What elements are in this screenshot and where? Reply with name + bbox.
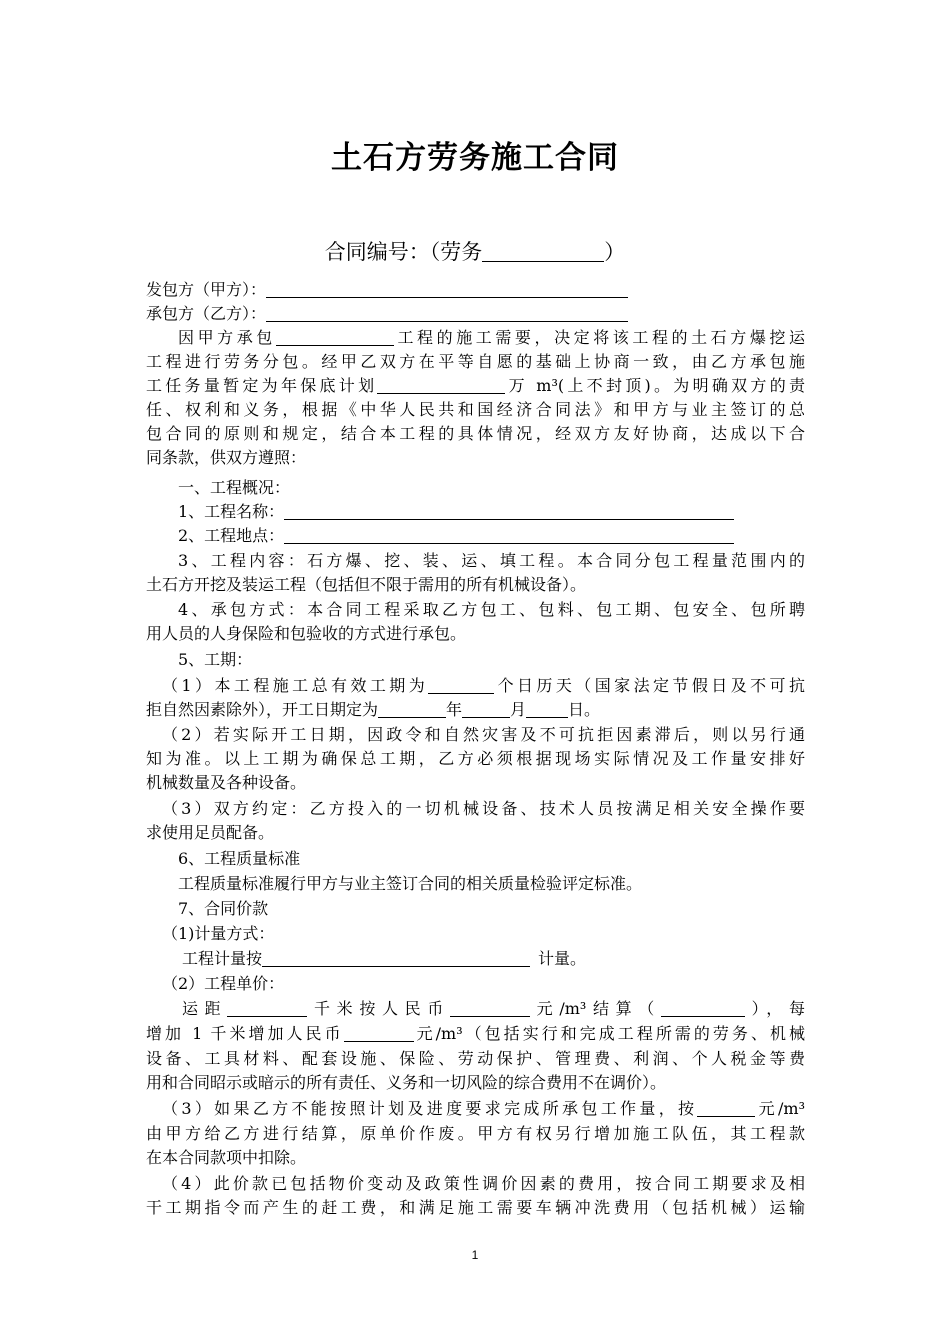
quality-text: 工程质量标准履行甲方与业主签订合同的相关质量检验评定标准。 [178,874,643,893]
measure-line [182,947,586,971]
intro-line-5: 包合同的原则和规定，结合本工程的具体情况，经双方友好协商，达成以下合 [146,424,805,443]
party-b-blank[interactable] [266,303,628,322]
penalty-price-blank[interactable] [697,1098,755,1117]
contract-number-blank[interactable] [482,243,604,262]
page-number: 1 [471,1248,479,1262]
price-heading: 7、合同价款 [178,899,269,918]
period-1-line-2 [146,698,600,722]
contract-number [0,236,950,266]
document-title: 土石方劳务施工合同 [331,140,619,176]
day-label: 日。 [568,700,601,719]
unit-price-line-4: 用和合同昭示或暗示的所有责任、义务和一切风险的综合费用不在调价）。 [146,1073,667,1092]
project-place-blank[interactable] [284,525,734,544]
clause-3-line-1 [162,1097,805,1121]
day-blank[interactable] [526,699,568,718]
unit-text: 千米按人民币 [307,999,450,1018]
party-a-label: 发包方（甲方）： [146,280,267,299]
period-3-line-2: 求使用足员配备。 [146,823,275,842]
mode-line-2: 用人员的人身保险和包验收的方式进行承包。 [146,624,467,643]
period-3-line-1: （3）双方约定：乙方投入的一切机械设备、技术人员按满足相关安全操作要 [162,799,805,818]
measure-text: 计量。 [538,949,587,968]
clause-4-line-2: 干工期指令而产生的赶工费，和满足施工需要车辆冲洗费用（包括机械）运输 [146,1198,805,1217]
measure-text: 工程计量按 [182,949,263,968]
month-blank[interactable] [462,699,510,718]
unit-price-line-3: 设备、工具材料、配套设施、保险、劳动保护、管理费、利润、个人税金等费 [146,1049,805,1068]
year-blank[interactable] [378,699,446,718]
clause-4-line-1: （4）此价款已包括物价变动及政策性调价因素的费用，按合同工期要求及相 [162,1174,805,1193]
contract-number-label: 合同编号：（劳务 [324,240,483,264]
year-label: 年 [446,700,463,719]
clause-3-line-2: 由甲方给乙方进行结算，原单价作废。甲方有权另行增加施工队伍，其工程款 [146,1124,805,1143]
section-1-heading: 一、工程概况： [178,478,291,497]
unit-price-line-2 [146,1022,805,1046]
intro-line-3 [146,374,805,398]
quality-heading: 6、工程质量标准 [178,849,301,868]
contract-number-close: ） [604,240,626,264]
project-place-label: 2、工程地点： [178,526,285,545]
period-text: 个日历天（国家法定节假日及不可抗 [494,676,805,695]
project-name-label: 1、工程名称： [178,502,285,521]
period-2-line-2: 知为准。以上工期为确保总工期，乙方必须根据现场实际情况及工作量安排好 [146,749,805,768]
intro-text: 因甲方承包 [178,328,276,347]
clause-text: 元/m³ [755,1099,805,1118]
days-blank[interactable] [428,675,494,694]
unit-text: 运距 [182,999,228,1018]
content-line-1: 3、工程内容：石方爆、挖、装、运、填工程。本合同分包工程量范围内的 [178,551,805,570]
party-b-line [146,302,628,326]
unit-price-heading: （2）工程单价： [162,974,285,993]
mode-line-1: 4、承包方式：本合同工程采取乙方包工、包料、包工期、包安全、包所聘 [178,600,805,619]
project-name-blank[interactable] [284,501,734,520]
content-line-2: 土石方开挖及装运工程（包括但不限于需用的所有机械设备）。 [146,575,587,594]
intro-text: 工任务量暂定为年保底计划 [146,376,378,395]
price-words-blank[interactable] [661,998,745,1017]
intro-text: 工程的施工需要，决定将该工程的土石方爆挖运 [393,328,805,347]
project-place-line [178,524,734,548]
period-heading: 5、工期： [178,650,253,669]
unit-price-line-1 [182,997,805,1021]
extra-km-price-blank[interactable] [344,1023,414,1042]
unit-text: 增加 1 千米增加人民币 [146,1024,344,1043]
unit-text: 元/m³（包括实行和完成工程所需的劳务、机械 [413,1024,805,1043]
clause-3-line-3: 在本合同款项中扣除。 [146,1148,307,1167]
party-a-line [146,278,628,302]
intro-line-2: 工程进行劳务分包。经甲乙双方在平等自愿的基础上协商一致，由乙方承包施 [146,352,805,371]
month-label: 月 [510,700,527,719]
period-text: （1）本工程施工总有效工期为 [162,676,429,695]
intro-text: 万 m³(上不封顶)。为明确双方的责 [505,376,805,395]
clause-text: （3）如果乙方不能按照计划及进度要求完成所承包工作量，按 [162,1099,698,1118]
unit-text: ），每 [744,999,805,1018]
project-name-line [178,500,734,524]
intro-line-6: 同条款，供双方遵照： [146,448,307,467]
unit-text: 元/m³结算（ [530,999,661,1018]
period-2-line-1: （2）若实际开工日期，因政令和自然灾害及不可抗拒因素滞后，则以另行通 [162,725,805,744]
distance-blank[interactable] [227,998,307,1017]
period-1-line-1 [162,674,805,698]
period-2-line-3: 机械数量及各种设备。 [146,773,307,792]
plan-volume-blank[interactable] [377,375,505,394]
party-a-blank[interactable] [266,279,628,298]
party-b-label: 承包方（乙方）： [146,304,267,323]
project-blank[interactable] [276,327,394,346]
measure-heading: （1)计量方式： [162,924,275,943]
intro-line-4: 任、权利和义务，根据《中华人民共和国经济合同法》和甲方与业主签订的总 [146,400,805,419]
period-text: 拒自然因素除外），开工日期定为 [146,700,379,719]
intro-line-1 [178,326,805,350]
measure-blank[interactable] [262,948,530,967]
price-blank[interactable] [450,998,530,1017]
